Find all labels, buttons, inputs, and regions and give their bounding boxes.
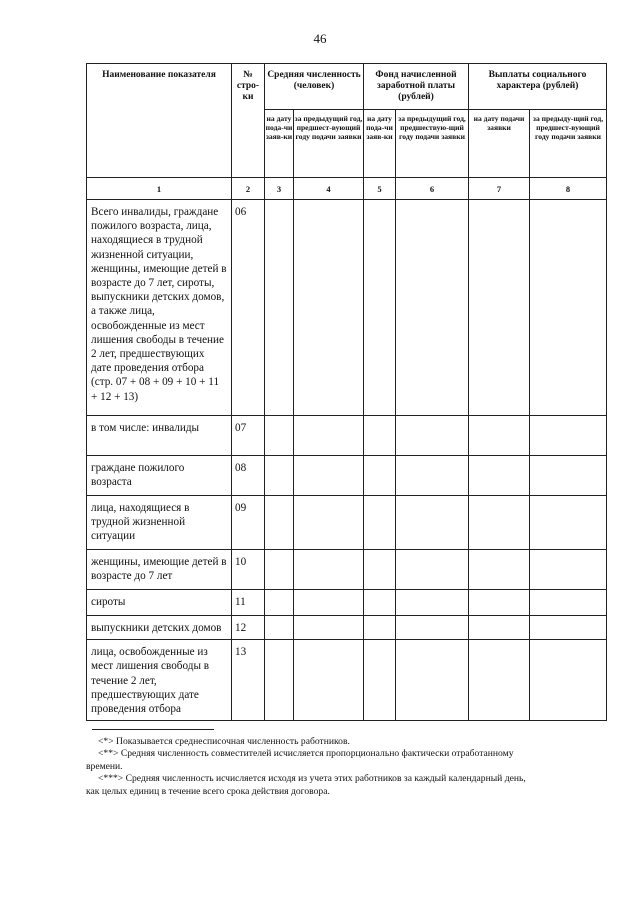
data-cell (469, 416, 530, 456)
data-cell (396, 640, 469, 721)
data-cell (530, 456, 607, 496)
data-cell (294, 496, 364, 550)
table-row (87, 590, 607, 616)
data-cell (530, 590, 607, 616)
indicators-table (86, 63, 607, 721)
data-cell (265, 456, 294, 496)
data-cell (530, 200, 607, 416)
row-code: 07 (232, 416, 265, 456)
data-cell (469, 590, 530, 616)
data-cell (265, 550, 294, 590)
row-code: 09 (232, 496, 265, 550)
data-cell (396, 456, 469, 496)
subheader-col8: за предыду-щий год, предшест-вующий году подачи заявки (530, 110, 607, 178)
row-indicator-name: женщины, имеющие детей в возрасте до 7 лет (87, 550, 232, 590)
subheader-col7: на дату подачи заявки (469, 110, 530, 178)
page-number: 46 (313, 31, 327, 46)
data-cell (469, 550, 530, 590)
data-cell (294, 616, 364, 640)
header-row-number: № стро-ки (232, 64, 265, 178)
row-code: 12 (232, 616, 265, 640)
column-number: 8 (530, 178, 607, 200)
data-cell (396, 416, 469, 456)
data-cell (265, 590, 294, 616)
data-cell (265, 496, 294, 550)
row-indicator-name: граждане пожилого возраста (87, 456, 232, 496)
row-indicator-name: лица, освобожденные из мест лишения свободы в течение 2 лет, предшествующих дате проведения отбора (87, 640, 232, 721)
header-average-headcount: Средняя численность (человек) (265, 64, 364, 110)
data-cell (294, 550, 364, 590)
data-cell (294, 200, 364, 416)
data-cell (396, 200, 469, 416)
subheader-col5: на дату пода-чи заяв-ки (364, 110, 396, 178)
row-code: 08 (232, 456, 265, 496)
row-code: 11 (232, 590, 265, 616)
subheader-col3: на дату пода-чи заяв-ки (265, 110, 294, 178)
footnote-1: <*> Показывается среднесписочная численность работников. (98, 736, 350, 747)
data-cell (265, 640, 294, 721)
data-cell (294, 416, 364, 456)
data-cell (364, 496, 396, 550)
data-cell (294, 590, 364, 616)
data-cell (469, 640, 530, 721)
column-number: 7 (469, 178, 530, 200)
data-cell (530, 496, 607, 550)
data-cell (530, 550, 607, 590)
header-payroll-fund: Фонд начисленной заработной платы (рублей) (364, 64, 469, 110)
row-indicator-name: выпускники детских домов (87, 616, 232, 640)
footnote-3: <***> Средняя численность исчисляется исходя из учета этих работников за каждый календарный день, как целых единиц в течение всего срока действия договора. (86, 773, 526, 797)
row-code: 10 (232, 550, 265, 590)
data-cell (530, 640, 607, 721)
table-row (87, 616, 607, 640)
table-row (87, 200, 607, 416)
data-cell (294, 456, 364, 496)
column-number: 3 (265, 178, 294, 200)
data-cell (530, 616, 607, 640)
column-number: 4 (294, 178, 364, 200)
data-cell (469, 496, 530, 550)
footnote-2: <**> Средняя численность совместителей исчисляется пропорционально фактически отработанному времени. (86, 748, 514, 772)
column-number: 5 (364, 178, 396, 200)
data-cell (364, 590, 396, 616)
data-cell (364, 550, 396, 590)
footnote-separator (92, 729, 214, 730)
data-cell (469, 616, 530, 640)
table-row (87, 496, 607, 550)
table-row (87, 640, 607, 721)
row-indicator-name: Всего инвалиды, граждане пожилого возраста, лица, находящиеся в трудной жизненной ситуации, женщины, имеющие детей в возрасте до 7 лет, сироты, выпускники детских домов, а также лица, освобожденные из мест лишения свободы в течение 2 лет, предшествующих дате проведения отбора (стр. 07 + 08 + 09 + 10 + 11 + 12 + 13) (87, 200, 232, 416)
header-social-payments: Выплаты социального характера (рублей) (469, 64, 607, 110)
data-cell (265, 416, 294, 456)
table-row (87, 550, 607, 590)
column-number: 2 (232, 178, 265, 200)
row-code: 13 (232, 640, 265, 721)
data-cell (364, 416, 396, 456)
data-cell (530, 416, 607, 456)
data-cell (396, 496, 469, 550)
data-cell (294, 640, 364, 721)
data-cell (364, 616, 396, 640)
data-cell (364, 456, 396, 496)
data-cell (265, 200, 294, 416)
data-cell (469, 200, 530, 416)
data-cell (396, 550, 469, 590)
data-cell (469, 456, 530, 496)
footnotes (86, 729, 526, 798)
data-cell (265, 616, 294, 640)
table-row (87, 456, 607, 496)
data-cell (396, 616, 469, 640)
row-code: 06 (232, 200, 265, 416)
column-number: 1 (87, 178, 232, 200)
data-cell (364, 200, 396, 416)
header-indicator-name: Наименование показателя (87, 64, 232, 178)
row-indicator-name: сироты (87, 590, 232, 616)
row-indicator-name: лица, находящиеся в трудной жизненной ситуации (87, 496, 232, 550)
data-cell (364, 640, 396, 721)
data-cell (396, 590, 469, 616)
subheader-col4: за предыдущий год, предшест-вующий году подачи заявки (294, 110, 364, 178)
row-indicator-name: в том числе: инвалиды (87, 416, 232, 456)
subheader-col6: за предыдущий год, предшествую-щий году подачи заявки (396, 110, 469, 178)
table-row (87, 416, 607, 456)
column-number: 6 (396, 178, 469, 200)
column-numbers-row (87, 178, 607, 200)
